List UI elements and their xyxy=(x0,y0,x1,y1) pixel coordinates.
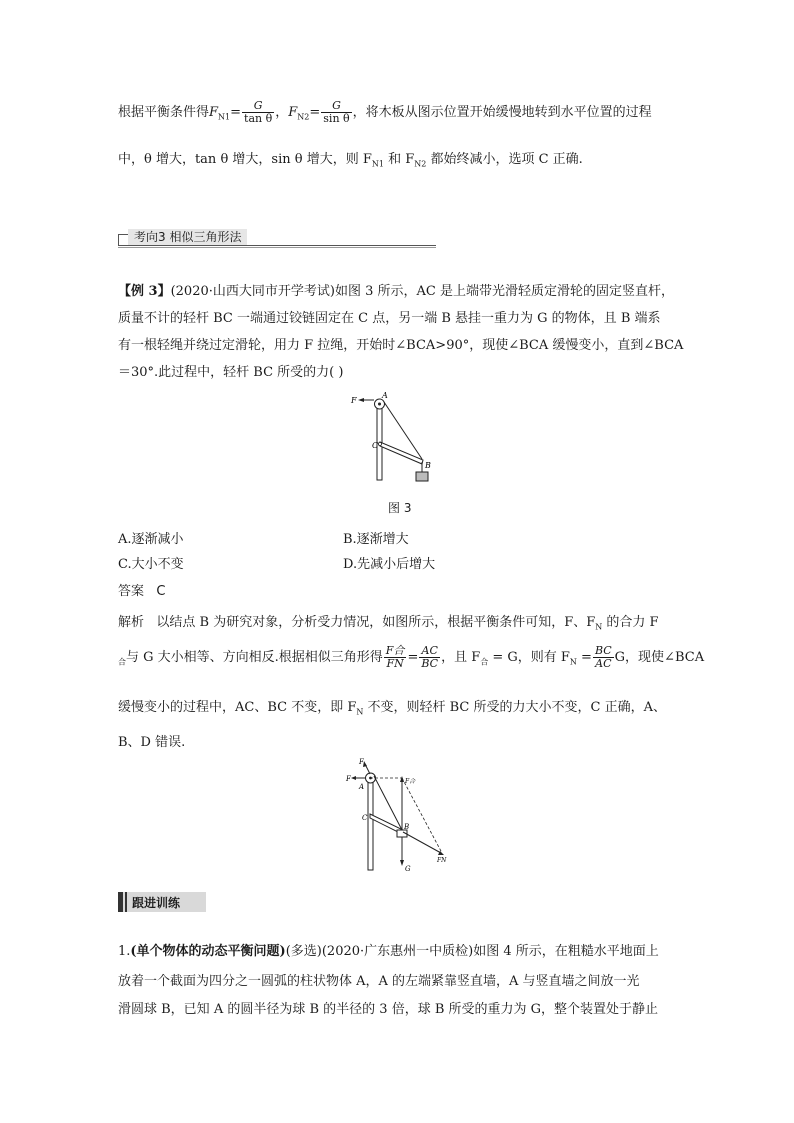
frac-den: tan θ xyxy=(244,112,273,125)
intro-text: 都始终减小，选项 C 正确. xyxy=(426,152,583,167)
example-line-1 xyxy=(118,280,674,299)
equals: = xyxy=(309,105,321,120)
frac-num: F合 xyxy=(385,644,405,658)
symbol-f: F xyxy=(288,105,298,120)
option-a: A.逐渐减小 xyxy=(118,532,184,547)
analysis-text: 缓慢变小的过程中，AC、BC 不变，即 F xyxy=(118,700,357,715)
example-tag: 【例 3】 xyxy=(118,284,171,299)
arrow-icon xyxy=(400,860,404,866)
intro-text: ，将木板从图示位置开始缓慢地转到水平位置的过程 xyxy=(352,105,652,120)
subscript: 合 xyxy=(118,657,126,667)
intro-line-2 xyxy=(118,148,583,169)
question-1-line-1 xyxy=(118,940,659,959)
section-header xyxy=(118,226,436,246)
question-topic: (单个物体的动态平衡问题) xyxy=(130,944,286,959)
subscript: N1 xyxy=(218,112,231,122)
dashed-line xyxy=(402,778,442,853)
frac-den: BC xyxy=(421,657,439,670)
frac-num: G xyxy=(242,100,274,113)
comma: ， xyxy=(275,105,289,120)
label-b: B xyxy=(425,461,431,470)
symbol-f: F xyxy=(209,105,219,120)
answer-value: C xyxy=(156,584,166,599)
intro-text: 和 F xyxy=(383,152,415,167)
question-text: 放着一个截面为四分之一圆弧的柱状物体 A，A 的左端紧靠竖直墙，A 与竖直墙之间放一光 xyxy=(118,974,640,989)
label-f: F xyxy=(351,396,357,405)
intro-text: 根据平衡条件得 xyxy=(118,105,210,120)
vertical-rod xyxy=(368,774,373,870)
frac-num: AC xyxy=(419,645,440,658)
fraction-ac-bc xyxy=(419,645,440,669)
label-c: C xyxy=(362,814,368,822)
question-text: (多选)(2020·广东惠州一中质检)如图 4 所示，在粗糙水平地面上 xyxy=(285,944,659,959)
example-line-2 xyxy=(118,307,661,326)
subscript: N xyxy=(356,707,364,717)
frac-num: G xyxy=(321,100,351,113)
analysis-text: 的合力 F xyxy=(602,615,659,630)
training-title: 跟进训练 xyxy=(132,896,181,910)
training-header xyxy=(118,892,206,912)
analysis-text: 以结点 B 为研究对象，分析受力情况，如图所示，根据平衡条件可知，F、F xyxy=(156,615,596,630)
rod-bc xyxy=(380,442,423,464)
label-fn: FN xyxy=(437,857,447,864)
pulley-center xyxy=(378,403,381,406)
fraction-g-tan xyxy=(242,100,274,124)
frac-den: AC xyxy=(595,657,612,670)
label-c: C xyxy=(372,441,379,450)
section-title: 考向3 相似三角形法 xyxy=(128,229,247,245)
weight-block xyxy=(416,472,428,481)
example-text: (2020·山西大同市开学考试)如图 3 所示，AC 是上端带光滑轻质定滑轮的固定竖直杆， xyxy=(170,284,674,299)
equals: = xyxy=(230,105,242,120)
figure-3-diagram xyxy=(350,390,450,490)
training-bar xyxy=(125,892,127,912)
fraction-bc-ac xyxy=(593,645,614,669)
subscript: N2 xyxy=(414,159,427,169)
subscript: N2 xyxy=(297,112,310,122)
answer-line xyxy=(118,580,166,599)
analysis-text: B、D 错误. xyxy=(118,735,186,750)
analysis-label: 解析 xyxy=(118,615,145,630)
fraction-fhe-fn xyxy=(384,645,407,669)
subscript: N xyxy=(595,622,603,632)
label-f-left: F xyxy=(346,775,351,783)
label-b: B xyxy=(404,823,410,831)
subscript: N1 xyxy=(371,159,384,169)
figure-3-caption: 图 3 xyxy=(388,501,412,515)
option-b: B.逐渐增大 xyxy=(343,532,409,547)
analysis-text: = G，则有 F xyxy=(488,650,570,665)
arrow-icon xyxy=(358,398,364,402)
question-1-line-3 xyxy=(118,998,658,1017)
analysis-force-diagram xyxy=(343,758,453,876)
arrow-icon xyxy=(400,776,404,782)
hinge-icon xyxy=(378,442,381,445)
section-rule xyxy=(118,245,436,246)
analysis-line-2: $_合$与 G 大小相等、方向相反.根据相似三角形得 $\frac{\text{F合}}{FN}$ = $\frac{AC}{BC}$ ，且 $F_合 = G$，则有 $F_N$ = $\frac{BC}{AC}$ G，现使∠BCA xyxy=(118,644,705,670)
example-text: 质量不计的轻杆 BC 一端通过铰链固定在 C 点，另一端 B 悬挂一重力为 G 的物体，且 B 端系 xyxy=(118,311,661,326)
frac-den: FN xyxy=(386,657,404,670)
label-g: G xyxy=(405,865,411,873)
label-f-top: F xyxy=(359,758,364,766)
frac-den: sin θ xyxy=(323,112,350,125)
label-a: A xyxy=(359,783,365,791)
force-fn-line xyxy=(403,832,441,853)
subscript: 合 xyxy=(480,657,489,667)
analysis-line-3 xyxy=(118,696,666,717)
answer-label: 答案 xyxy=(118,584,145,599)
example-text: 有一根轻绳并绕过定滑轮，用力 F 拉绳，开始时∠BCA>90°，现使∠BCA 缓慢变小，直到∠BCA xyxy=(118,338,684,353)
analysis-text: ，且 F xyxy=(441,650,481,665)
analysis-text: G，现使∠BCA xyxy=(614,650,705,665)
analysis-text: 不变，则轻杆 BC 所受的力大小不变，C 正确，A、 xyxy=(363,700,666,715)
analysis-text: = xyxy=(576,650,592,665)
intro-text: 中，θ 增大，tan θ 增大，sin θ 增大，则 F xyxy=(118,152,372,167)
analysis-line-4 xyxy=(118,731,185,750)
example-line-4 xyxy=(118,361,343,380)
fraction-g-sin xyxy=(321,100,351,124)
option-c: C.大小不变 xyxy=(118,557,184,572)
vertical-rod xyxy=(377,400,382,480)
option-d: D.先减小后增大 xyxy=(343,557,436,572)
label-fhe: F合 xyxy=(405,778,416,785)
intro-line-1 xyxy=(118,98,652,133)
arrow-icon xyxy=(351,776,356,780)
question-1-line-2 xyxy=(118,970,640,989)
question-number: 1. xyxy=(118,944,131,959)
label-a: A xyxy=(382,391,388,400)
training-bar xyxy=(118,892,123,912)
question-text: 滑圆球 B，已知 A 的圆半径为球 B 的半径的 3 倍，球 B 所受的重力为 G，整个装置处于静止 xyxy=(118,1002,659,1017)
frac-num: BC xyxy=(594,644,612,658)
example-text: ＝30°.此过程中，轻杆 BC 所受的力( ) xyxy=(118,365,344,380)
analysis-line-1 xyxy=(118,611,659,632)
section-rule xyxy=(118,247,436,248)
subscript: N xyxy=(569,657,577,667)
example-line-3 xyxy=(118,334,683,353)
analysis-text: 与 G 大小相等、方向相反.根据相似三角形得 xyxy=(126,650,383,665)
